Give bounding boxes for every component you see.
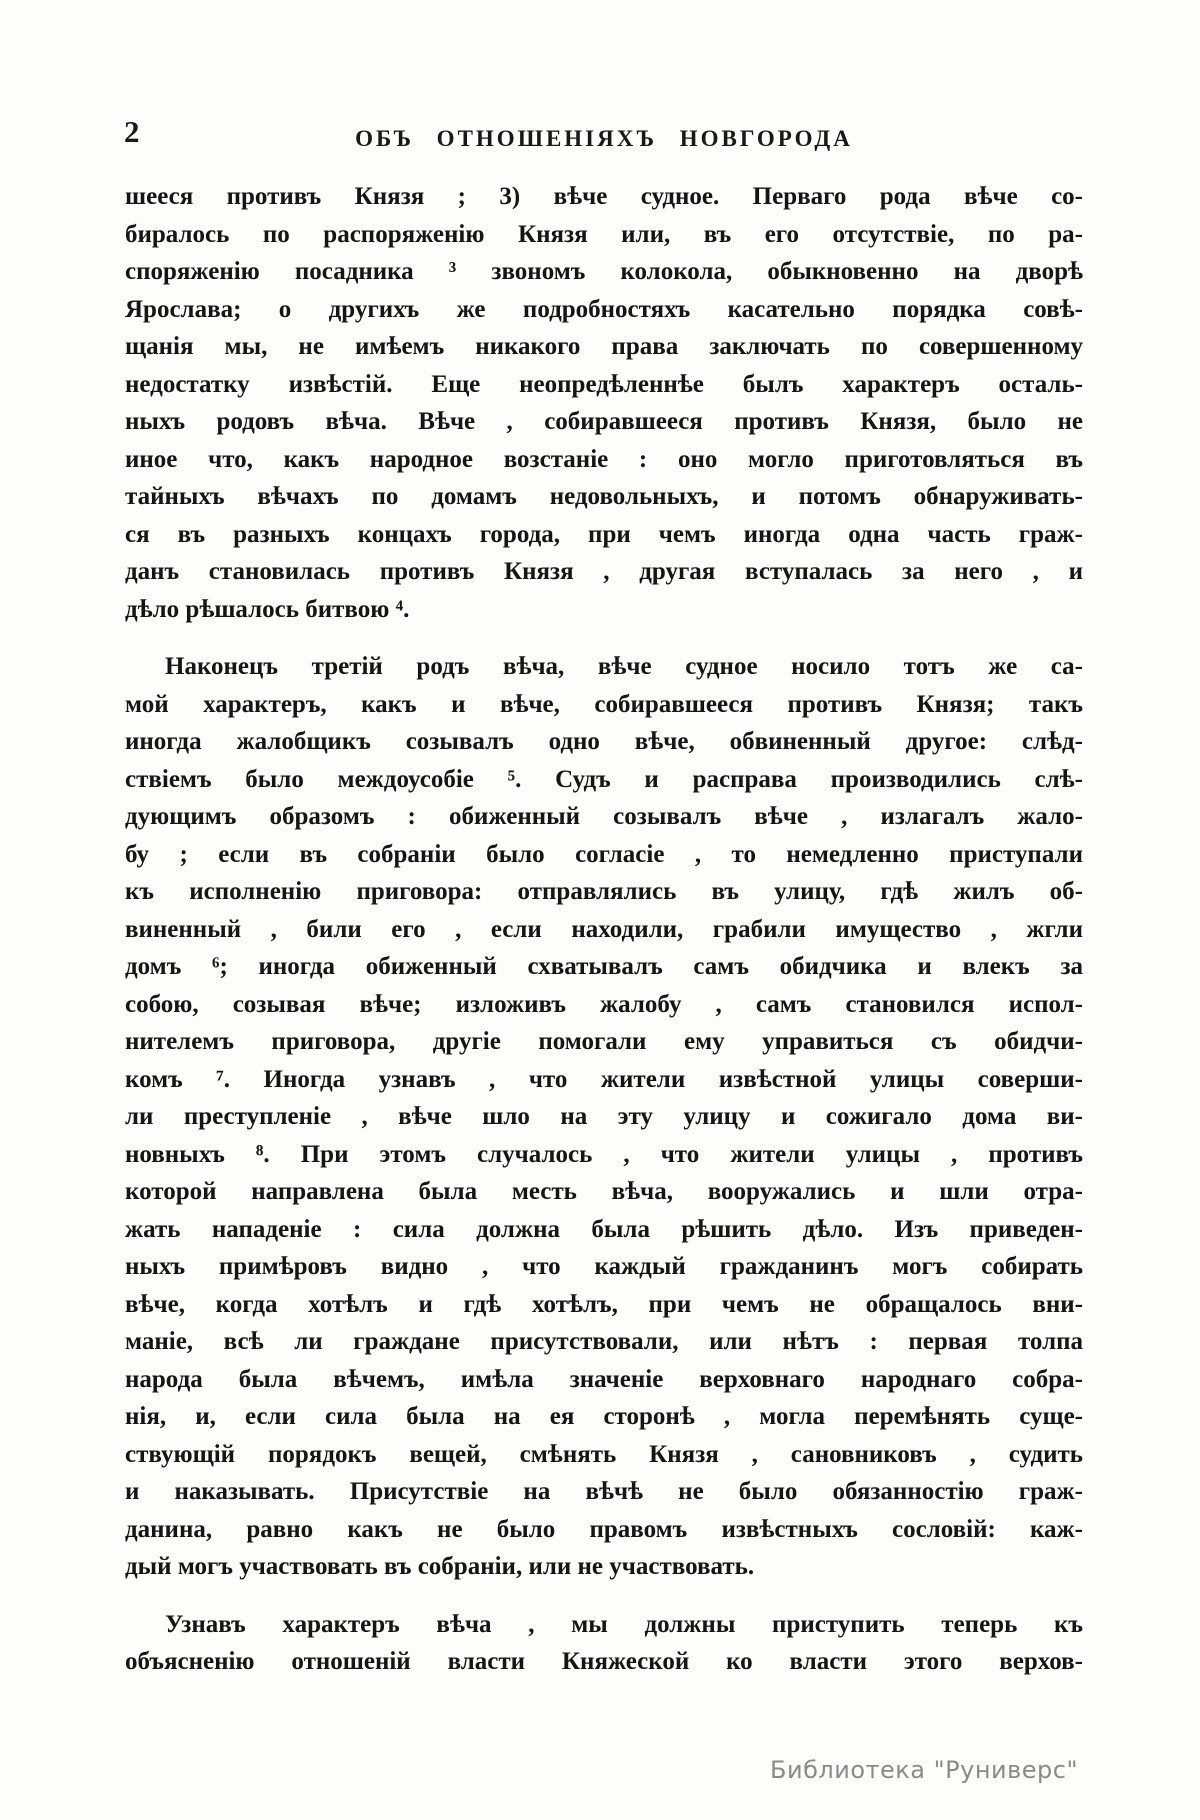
- text-line: которой направлена была месть вѣча, вооружались и шли отра-: [125, 1178, 1083, 1205]
- text-line: новныхъ ⁸. При этомъ случалось , что жители улицы , противъ: [125, 1140, 1083, 1168]
- text-line: жать нападеніе : сила должна была рѣшить дѣло. Изъ приведен-: [125, 1215, 1083, 1243]
- paragraph-3: [125, 1606, 1083, 1681]
- paragraph-2: [125, 648, 1083, 1586]
- text-line: Ярослава; о другихъ же подробностяхъ касательно порядка совѣ-: [125, 295, 1083, 323]
- text-line: ствіемъ было междоусобіе ⁵. Судъ и расправа производились слѣ-: [125, 765, 1083, 793]
- paragraph-1: [125, 178, 1083, 628]
- text-line: иное что, какъ народное возстаніе : оно могло приготовляться въ: [125, 445, 1083, 473]
- text-line: споряженію посадника ³ звономъ колокола, обыкновенно на дворѣ: [125, 258, 1083, 285]
- text-line: данина, равно какъ не было правомъ извѣстныхъ сословій: каж-: [125, 1515, 1083, 1543]
- text-line: комъ ⁷. Иногда узнавъ , что жители извѣстной улицы соверши-: [125, 1065, 1083, 1093]
- page-body: [125, 178, 1083, 1681]
- text-line: иногда жалобщикъ созывалъ одно вѣче, обвиненный другое: слѣд-: [125, 728, 1083, 755]
- text-line: данъ становилась противъ Князя , другая вступалась за него , и: [125, 558, 1083, 585]
- page-number: 2: [124, 114, 140, 149]
- text-line: и наказывать. Присутствіе на вѣчѣ не было обязанностію граж-: [125, 1478, 1083, 1505]
- text-line: ся въ разныхъ концахъ города, при чемъ иногда одна часть граж-: [125, 520, 1083, 548]
- text-line: ныхъ примѣровъ видно , что каждый гражданинъ могъ собирать: [125, 1253, 1083, 1280]
- running-header: ОБЪ ОТНОШЕНІЯХЪ НОВГОРОДА: [355, 126, 853, 151]
- text-line: къ исполненію приговора: отправлялись въ улицу, гдѣ жилъ об-: [125, 878, 1083, 905]
- text-line: объясненію отношеній власти Княжеской ко власти этого верхов-: [125, 1648, 1083, 1675]
- text-line: биралось по распоряженію Князя или, въ его отсутствіе, по ра-: [125, 220, 1083, 248]
- text-line: нія, и, если сила была на ея сторонѣ , могла перемѣнять суще-: [125, 1403, 1083, 1430]
- text-line: дый могъ участвовать въ собраніи, или не участвовать.: [125, 1553, 755, 1580]
- text-line: виненный , били его , если находили, грабили имущество , жгли: [125, 915, 1083, 943]
- text-line: дѣло рѣшалось битвою ⁴.: [125, 595, 410, 623]
- text-line: ствующій порядокъ вещей, смѣнять Князя , сановниковъ , судить: [125, 1440, 1083, 1468]
- text-line: собою, созывая вѣче; изложивъ жалобу , самъ становился испол-: [125, 990, 1083, 1018]
- text-line: Наконецъ третій родъ вѣча, вѣче судное носило тотъ же са-: [165, 653, 1083, 680]
- text-line: ли преступленіе , вѣче шло на эту улицу и сожигало дома ви-: [125, 1103, 1083, 1130]
- text-line: дующимъ образомъ : обиженный созывалъ вѣче , излагалъ жало-: [125, 803, 1083, 830]
- library-watermark: Библиотека "Руниверс": [770, 1756, 1078, 1784]
- text-line: шееся противъ Князя ; 3) вѣче судное. Перваго рода вѣче со-: [125, 183, 1083, 210]
- text-line: народа была вѣчемъ, имѣла значеніе верховнаго народнаго собра-: [125, 1365, 1083, 1393]
- text-line: мой характеръ, какъ и вѣче, собиравшееся противъ Князя; такъ: [125, 690, 1083, 718]
- text-line: Узнавъ характеръ вѣча , мы должны приступить теперь къ: [165, 1610, 1083, 1638]
- text-line: бу ; если въ собраніи было согласіе , то немедленно приступали: [125, 840, 1083, 868]
- text-line: нителемъ приговора, другіе помогали ему управиться съ обидчи-: [125, 1028, 1083, 1055]
- text-line: маніе, всѣ ли граждане присутствовали, или нѣтъ : первая толпа: [125, 1328, 1083, 1355]
- text-line: щанія мы, не имѣемъ никакого права заключать по совершенному: [125, 333, 1083, 360]
- text-line: недостатку извѣстій. Еще неопредѣленнѣе былъ характеръ осталь-: [125, 370, 1083, 398]
- text-line: тайныхъ вѣчахъ по домамъ недовольныхъ, и потомъ обнаруживать-: [125, 483, 1083, 510]
- text-line: вѣче, когда хотѣлъ и гдѣ хотѣлъ, при чемъ не обращалось вни-: [125, 1290, 1083, 1318]
- text-line: домъ ⁶; иногда обиженный схватывалъ самъ обидчика и влекъ за: [125, 953, 1083, 980]
- text-line: ныхъ родовъ вѣча. Вѣче , собиравшееся противъ Князя, было не: [125, 408, 1083, 435]
